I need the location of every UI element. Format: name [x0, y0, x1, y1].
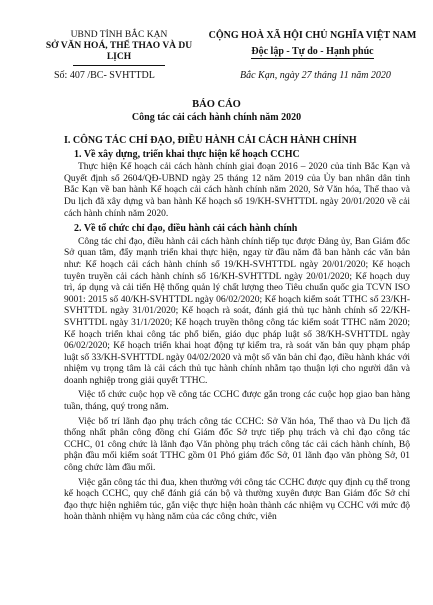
paragraph-2: Công tác chỉ đạo, điều hành cải cách hành chính tiếp tục được Đảng ủy, Ban Giám đốc Sở quan tâm, đẩy mạnh triển khai thực hiện, ngay từ đầu năm đã ban hành các văn bản như: Kế hoạch cải cách hành chính số 19/KH-SVHTTDL ngày 20/01/2020; Kế hoạch tuyên truyền cải cách hành chính số 16/KH-SVHTTDL ngày 20/01/2020; Kế hoạch duy trì, áp dụng và cải tiến Hệ thống quản lý chất lượng theo Tiêu chuẩn quốc gia TCVN ISO 9001: 2015 số 40/KH-SVHTTDL ngày 06/02/2020; Kế hoạch kiểm soát TTHC số 23/KH-SVHTTDL ngày 31/01/2020; Kế hoạch rà soát, đánh giá thủ tục hành chính số 22/KH-SVHTTDL ngày 31/1/2020; Kế hoạch truyền thông công tác kiểm soát TTHC năm 2020; Kế hoạch triển khai công tác phổ biến, giáo dục pháp luật số 38/KH-SVHTTDL ngày 06/02/2020; Kế hoạch triển khai hoạt động tự kiểm tra, rà soát văn bản quy phạm pháp luật số 33/KH-SVHTTDL ngày 04/02/2020 và một số văn bản chỉ đạo, điều hành khác với nhiệm vụ trọng tâm là cải cách thủ tục hành chính nhằm tạo thuận lợi cho người dân và doanh nghiệp trong giải quyết TTHC.	[64, 236, 410, 386]
paragraph-4: Việc bố trí lãnh đạo phụ trách công tác CCHC: Sở Văn hóa, Thể thao và Du lịch đã thống nhất phân công đồng chí Giám đốc Sở trực tiếp phụ trách và chỉ đạo công tác CCHC, 01 công chức là lãnh đạo Văn phòng phụ trách công tác cải cách hành chính, Bộ phận đầu mối kiểm soát TTHC gồm 01 Phó giám đốc Sở, 01 lãnh đạo văn phòng Sở, 01 công chức làm đầu mối.	[64, 416, 410, 474]
subsection-heading-2: 2. Về tổ chức chỉ đạo, điều hành cải cách hành chính	[74, 223, 298, 235]
section-heading: I. CÔNG TÁC CHỈ ĐẠO, ĐIỀU HÀNH CẢI CÁCH HÀNH CHÍNH	[64, 135, 357, 146]
national-motto: Độc lập - Tự do - Hạnh phúc	[251, 46, 374, 57]
org-underline	[73, 65, 165, 66]
document-body	[64, 135, 410, 527]
parent-organization: UBND TỈNH BẮC KẠN	[70, 30, 168, 40]
department-name: SỞ VĂN HOÁ, THỂ THAO VÀ DU LỊCH	[45, 41, 193, 62]
document-subtitle: Công tác cải cách hành chính năm 2020	[131, 112, 302, 123]
document-title: BÁO CÁO	[192, 99, 241, 110]
paragraph-5: Việc gắn công tác thi đua, khen thưởng với công tác CCHC được quy định cụ thể trong kế hoạch CCHC, quy chế đánh giá cán bộ và thường xuyên được Ban Giám đốc Sở chỉ đạo thực hiện nghiêm túc, gắn việc thực hiện hoàn thành các nhiệm vụ CCHC với mức độ hoàn thành nhiệm vụ hàng năm của các công chức, viên	[64, 477, 410, 523]
issuing-organization	[34, 30, 204, 66]
paragraph-1: Thực hiện Kế hoạch cải cách hành chính giai đoạn 2016 – 2020 của tỉnh Bắc Kạn và Quyết định số 2604/QĐ-UBND ngày 25 tháng 12 năm 2019 của Ủy ban nhân dân tỉnh Bắc Kạn về ban hành Kế hoạch cải cách hành chính năm 2020, Sở Văn hóa, Thể thao và Du lịch đã xây dựng và ban hành Kế hoạch số 19/KH-SVHTTDL ngày 20/01/2020 về cải cách hành chính năm 2020.	[64, 162, 410, 219]
national-heading	[200, 30, 425, 59]
paragraph-3: Việc tổ chức cuộc họp về công tác CCHC được gắn trong các cuộc họp giao ban hàng tuần, tháng, quý trong năm.	[64, 390, 410, 413]
subsection-heading-1: 1. Về xây dựng, triển khai thực hiện kế hoạch CCHC	[74, 148, 300, 160]
document-number: Số: 407 /BC- SVHTTDL	[54, 70, 155, 81]
nation-name: CỘNG HOÀ XÃ HỘI CHỦ NGHĨA VIỆT NAM	[208, 30, 417, 41]
date-line: Bắc Kạn, ngày 27 tháng 11 năm 2020	[240, 70, 391, 81]
